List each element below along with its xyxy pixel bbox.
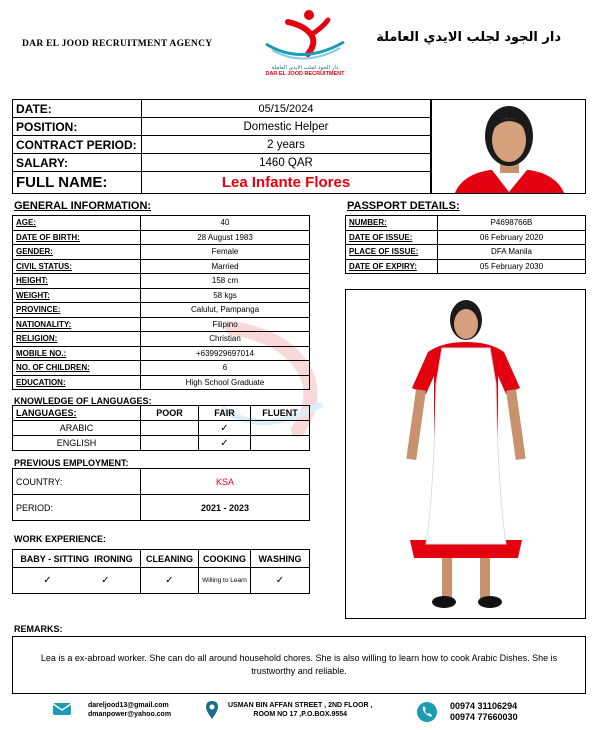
general-row	[13, 259, 310, 274]
work-value-cleaning: ✓	[141, 568, 199, 594]
work-value-cooking: Willing to Learn	[199, 568, 251, 594]
salary-value: 1460 QAR	[142, 154, 431, 172]
languages-col-fair: FAIR	[199, 406, 251, 421]
phone-icon	[416, 701, 438, 723]
language-poor	[141, 421, 199, 436]
footer-phones	[450, 701, 518, 723]
passport-value: 06 February 2020	[438, 230, 586, 245]
position-label: POSITION:	[13, 118, 142, 136]
general-row	[13, 375, 310, 390]
person-headshot-icon	[432, 100, 586, 194]
full-body-photo	[345, 289, 586, 619]
passport-label: PLACE OF ISSUE:	[346, 245, 438, 260]
top-info-table	[12, 99, 431, 194]
general-label: HEIGHT:	[13, 274, 141, 289]
general-info-table	[12, 215, 310, 390]
passport-table	[345, 215, 586, 274]
remarks-box: Lea is a ex-abroad worker. She can do all around household chores. She is also willing to learn how to cook Arabic Dishes. She is trustworthy and reliable.	[12, 636, 586, 694]
passport-row	[346, 216, 586, 231]
general-label: GENDER:	[13, 245, 141, 260]
footer-email-2: dmanpower@yahoo.com	[88, 711, 172, 718]
general-value: 40	[141, 216, 310, 231]
general-row	[13, 216, 310, 231]
general-label: CIVIL STATUS:	[13, 259, 141, 274]
passport-row	[346, 259, 586, 274]
general-value: 58 kgs	[141, 288, 310, 303]
footer-email-1: dareljood13@gmail.com	[88, 702, 169, 709]
work-header-cooking: COOKING	[199, 550, 251, 568]
footer-phone-2: 00974 77660030	[450, 712, 518, 722]
passport-label: DATE OF EXPIRY:	[346, 259, 438, 274]
contract-label: CONTRACT PERIOD:	[13, 136, 142, 154]
general-value: High School Graduate	[141, 375, 310, 390]
general-info-title: GENERAL INFORMATION:	[14, 200, 152, 212]
agency-name: DAR EL JOOD RECRUITMENT AGENCY	[22, 39, 213, 49]
general-value: 158 cm	[141, 274, 310, 289]
general-row	[13, 288, 310, 303]
general-label: NATIONALITY:	[13, 317, 141, 332]
footer-address	[228, 701, 372, 719]
period-label: PERIOD:	[13, 495, 141, 521]
passport-row	[346, 245, 586, 260]
headshot-photo	[431, 99, 586, 194]
period-value: 2021 - 2023	[141, 495, 310, 521]
work-header-ironing: IRONING	[94, 553, 133, 564]
general-value: 6	[141, 361, 310, 376]
work-experience-table	[12, 549, 310, 594]
general-row	[13, 317, 310, 332]
languages-title: KNOWLEDGE OF LANGUAGES:	[14, 396, 152, 406]
person-full-body-icon	[346, 290, 586, 619]
remarks-title: REMARKS:	[14, 624, 63, 634]
language-name: ENGLISH	[13, 436, 141, 451]
passport-label: DATE OF ISSUE:	[346, 230, 438, 245]
work-value-baby-sitting: ✓	[43, 575, 52, 586]
general-label: NO. OF CHILDREN:	[13, 361, 141, 376]
general-value: Calulut, Pampanga	[141, 303, 310, 318]
general-value: Filipino	[141, 317, 310, 332]
languages-col-poor: POOR	[141, 406, 199, 421]
footer-phone-1: 00974 31106294	[450, 701, 518, 711]
general-label: AGE:	[13, 216, 141, 231]
location-pin-icon	[206, 701, 218, 719]
footer	[12, 697, 586, 727]
language-fluent	[251, 436, 310, 451]
country-value: KSA	[141, 469, 310, 495]
language-fair: ✓	[199, 436, 251, 451]
position-value: Domestic Helper	[142, 118, 431, 136]
passport-value: 05 February 2030	[438, 259, 586, 274]
passport-value: P4698766B	[438, 216, 586, 231]
work-header-washing: WASHING	[251, 550, 310, 568]
work-experience-title: WORK EXPERIENCE:	[14, 534, 107, 544]
general-row	[13, 361, 310, 376]
passport-value: DFA Manila	[438, 245, 586, 260]
date-label: DATE:	[13, 100, 142, 118]
general-value: Married	[141, 259, 310, 274]
passport-title: PASSPORT DETAILS:	[347, 200, 460, 212]
general-label: PROVINCE:	[13, 303, 141, 318]
general-row	[13, 274, 310, 289]
work-col-header	[13, 550, 141, 568]
footer-emails	[88, 701, 171, 719]
country-label: COUNTRY:	[13, 469, 141, 495]
languages-col-fluent: FLUENT	[251, 406, 310, 421]
language-name: ARABIC	[13, 421, 141, 436]
work-value-ironing: ✓	[101, 575, 110, 586]
fullname-label: FULL NAME:	[13, 172, 142, 194]
general-label: DATE OF BIRTH:	[13, 230, 141, 245]
contract-value: 2 years	[142, 136, 431, 154]
general-value: 28 August 1983	[141, 230, 310, 245]
work-header-baby-sitting: BABY - SITTING	[20, 553, 90, 564]
general-row	[13, 346, 310, 361]
language-fair: ✓	[199, 421, 251, 436]
logo-figure-icon	[262, 8, 348, 60]
passport-row	[346, 230, 586, 245]
general-row	[13, 245, 310, 260]
footer-address-1: USMAN BIN AFFAN STREET , 2ND FLOOR ,	[228, 702, 373, 709]
logo-arabic: دار الجود لجلب الايدي العاملة	[271, 65, 339, 71]
work-value-cell	[13, 568, 141, 594]
general-label: WEIGHT:	[13, 288, 141, 303]
fullname-value: Lea Infante Flores	[142, 172, 431, 194]
general-value: +639929697014	[141, 346, 310, 361]
passport-label: NUMBER:	[346, 216, 438, 231]
general-label: RELIGION:	[13, 332, 141, 347]
general-label: MOBILE NO.:	[13, 346, 141, 361]
general-value: Christian	[141, 332, 310, 347]
footer-address-2: ROOM NO 17 ,P.O.BOX.9554	[253, 711, 348, 718]
general-label: EDUCATION:	[13, 375, 141, 390]
language-fluent	[251, 421, 310, 436]
general-row	[13, 332, 310, 347]
language-poor	[141, 436, 199, 451]
date-value: 05/15/2024	[142, 100, 431, 118]
salary-label: SALARY:	[13, 154, 142, 172]
general-value: Female	[141, 245, 310, 260]
email-icon	[52, 702, 72, 716]
previous-employment-title: PREVIOUS EMPLOYMENT:	[14, 458, 129, 468]
previous-employment-table	[12, 468, 310, 521]
logo-english: DAR EL JOOD RECRUITMENT	[265, 71, 345, 77]
general-row	[13, 303, 310, 318]
general-row	[13, 230, 310, 245]
agency-logo	[262, 8, 348, 78]
agency-name-arabic: دار الجود لجلب الايدي العاملة	[376, 30, 561, 45]
work-value-washing: ✓	[251, 568, 310, 594]
languages-col-label: LANGUAGES:	[13, 406, 141, 421]
work-header-cleaning: CLEANING	[141, 550, 199, 568]
languages-table	[12, 405, 310, 451]
